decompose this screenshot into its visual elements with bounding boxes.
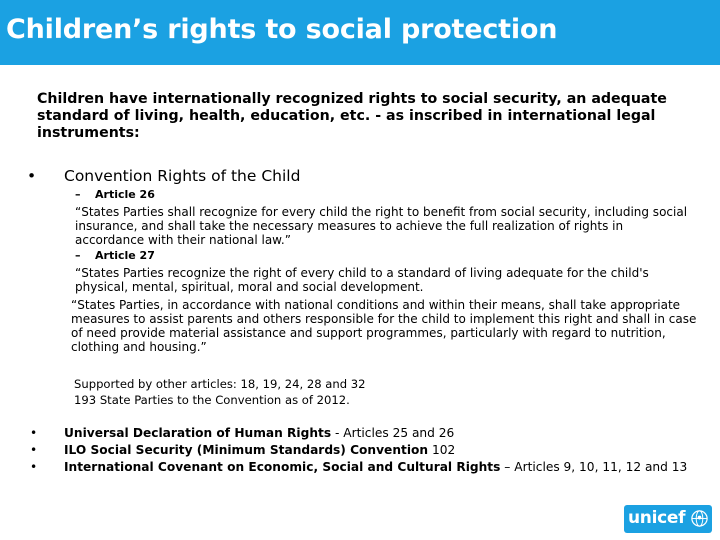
logo-wordmark: unicef xyxy=(628,508,686,528)
article-27-heading xyxy=(75,249,155,263)
article-27-quote-1: “States Parties recognize the right of every child to a standard of living adequate for the child's physical, mental, spiritual, moral and social development. xyxy=(75,266,649,294)
instruments-list xyxy=(30,425,700,476)
globe-icon xyxy=(690,509,709,528)
bullet-icon: • xyxy=(30,426,38,440)
article-27-quote-2: “States Parties, in accordance with national conditions and within their means, shall take appropriate measures to assist parents and others responsible for the child to implement this right and shall in case of need provide material assistance and support programmes, particularly with regard to nutrition, clothing and housing.” xyxy=(71,298,697,354)
article-26-heading xyxy=(75,188,155,202)
support-state-parties: 193 State Parties to the Convention as of 2012. xyxy=(74,393,350,407)
bullet-icon: • xyxy=(27,167,37,185)
dash-icon: – xyxy=(75,188,81,201)
unicef-logo xyxy=(624,505,712,533)
instrument-separator: – xyxy=(500,460,515,474)
article-26-quote: “States Parties shall recognize for every child the right to benefit from social security, including social insurance, and shall take the necessary measures to achieve the full realization of rights in accordance with their national law.” xyxy=(75,205,688,247)
bullet-icon: • xyxy=(30,443,38,457)
instrument-detail: Articles 25 and 26 xyxy=(343,426,455,440)
article-label: Article 26 xyxy=(95,188,155,201)
instrument-name: International Covenant on Economic, Social and Cultural Rights xyxy=(64,460,501,474)
instrument-name: Universal Declaration of Human Rights xyxy=(64,426,332,440)
support-articles: Supported by other articles: 18, 19, 24, 28 and 32 xyxy=(74,377,366,391)
title-bar xyxy=(0,0,720,65)
instrument-separator: - xyxy=(331,426,344,440)
instrument-name: ILO Social Security (Minimum Standards) Convention xyxy=(64,443,429,457)
list-item xyxy=(30,459,700,476)
list-item xyxy=(30,442,700,459)
list-item xyxy=(30,425,700,442)
intro-paragraph: Children have internationally recognized rights to social security, an adequate standard of living, health, education, etc. - as inscribed in international legal instruments: xyxy=(37,91,667,141)
bullet-icon: • xyxy=(30,460,38,474)
instrument-detail: 102 xyxy=(431,443,456,457)
slide-title: Children’s rights to social protection xyxy=(6,14,558,45)
article-label: Article 27 xyxy=(95,249,155,262)
instrument-detail: Articles 9, 10, 11, 12 and 13 xyxy=(514,460,688,474)
support-note xyxy=(74,376,366,408)
dash-icon: – xyxy=(75,249,81,262)
convention-label: Convention Rights of the Child xyxy=(64,167,301,185)
